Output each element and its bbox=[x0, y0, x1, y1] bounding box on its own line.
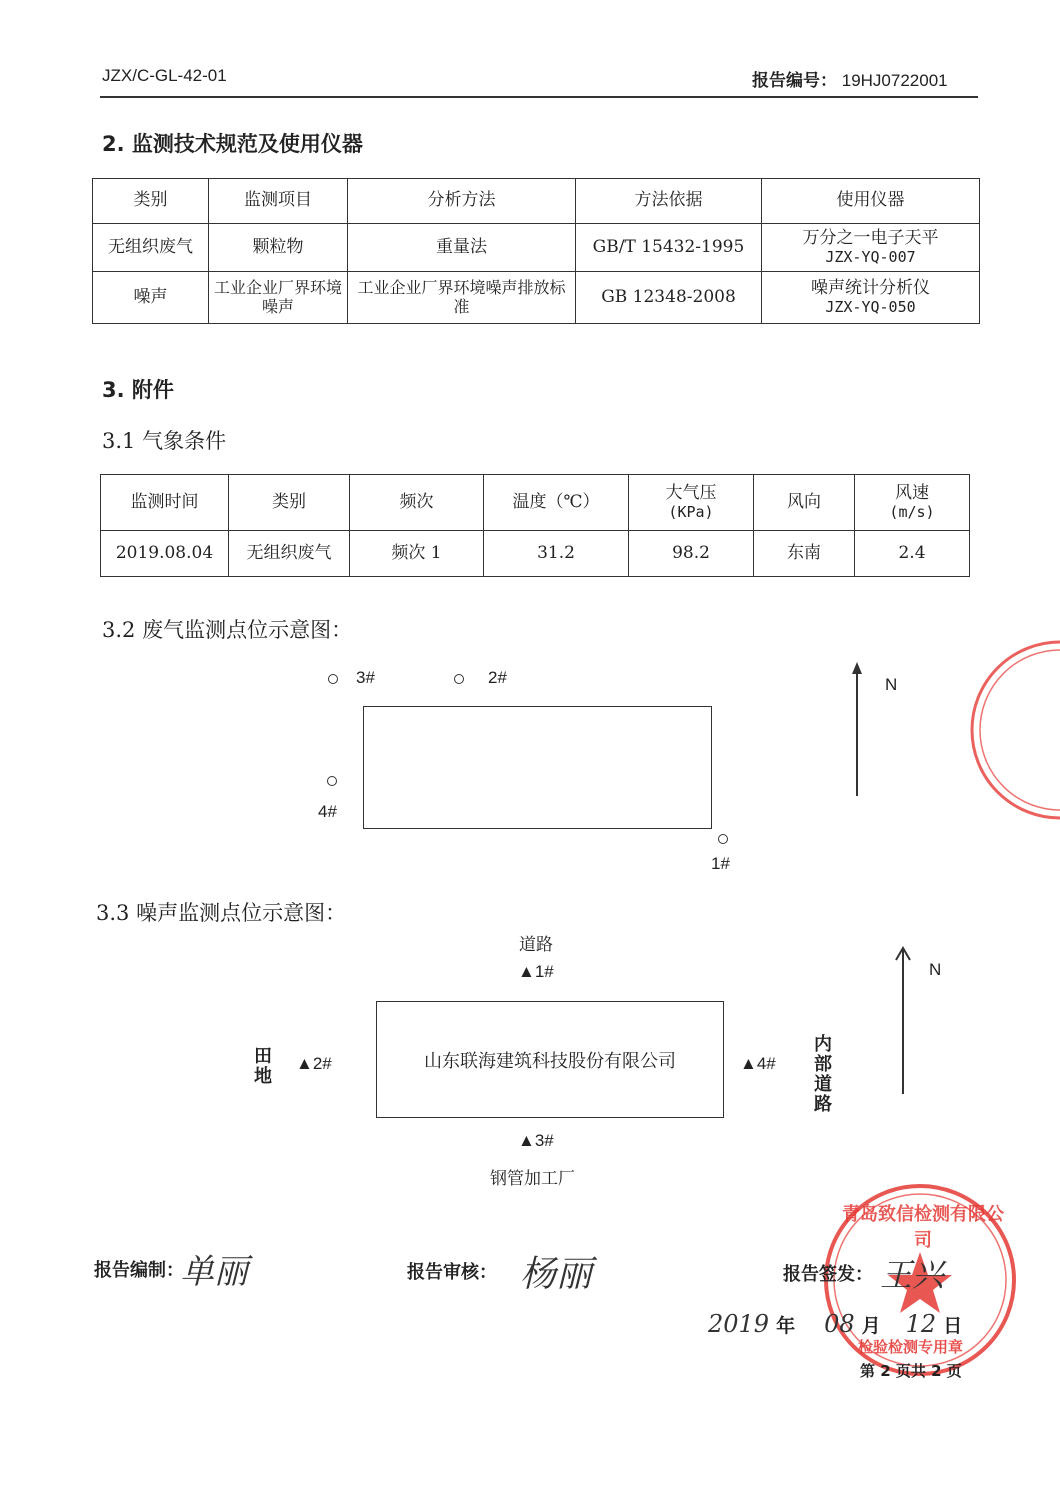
table-cell: 颗粒物 bbox=[209, 224, 348, 272]
weather-table bbox=[100, 474, 970, 577]
table-header-cell: 风向 bbox=[754, 475, 855, 531]
date-month: 08 bbox=[824, 1310, 855, 1338]
table-row bbox=[93, 224, 980, 272]
table-cell: 频次 1 bbox=[350, 531, 484, 577]
date-month-unit: 月 bbox=[861, 1315, 881, 1337]
header-line: 大气压 bbox=[665, 483, 717, 504]
table-header-cell: 方法依据 bbox=[576, 179, 762, 224]
table-cell: 无组织废气 bbox=[93, 224, 209, 272]
road-label: 道路 bbox=[519, 935, 553, 954]
instrument-id: JZX-YQ-007 bbox=[825, 247, 916, 266]
table-header-cell: 类别 bbox=[93, 179, 209, 224]
table-header-cell bbox=[855, 475, 970, 531]
doc-code: JZX/C-GL-42-01 bbox=[102, 66, 227, 85]
company-name: 山东联海建筑科技股份有限公司 bbox=[424, 1050, 676, 1071]
reviewer-label: 报告审核： bbox=[407, 1262, 497, 1283]
compiler-label: 报告编制： bbox=[94, 1260, 184, 1281]
table-cell: GB 12348-2008 bbox=[576, 272, 762, 324]
date-year-unit: 年 bbox=[776, 1315, 796, 1337]
table-cell: 31.2 bbox=[484, 531, 629, 577]
reviewer-signature: 杨丽 bbox=[520, 1254, 593, 1295]
report-number bbox=[752, 66, 948, 91]
noise-point-4: ▲4# bbox=[740, 1054, 776, 1073]
field-label: 田地 bbox=[251, 1046, 272, 1086]
table-cell: GB/T 15432-1995 bbox=[576, 224, 762, 272]
date-day-unit: 日 bbox=[943, 1315, 963, 1337]
methods-table-header bbox=[93, 179, 980, 224]
company-block bbox=[376, 1001, 724, 1118]
circle-marker-icon bbox=[328, 674, 338, 684]
weather-table-header bbox=[101, 475, 970, 531]
gas-map-title: 3.2 废气监测点位示意图： bbox=[102, 618, 353, 642]
table-header-cell: 监测项目 bbox=[209, 179, 348, 224]
table-header-cell: 监测时间 bbox=[101, 475, 229, 531]
table-row bbox=[93, 272, 980, 324]
instrument-name: 万分之一电子天平 bbox=[802, 228, 939, 249]
circle-marker-icon bbox=[454, 674, 464, 684]
header-divider bbox=[100, 96, 978, 98]
instrument-id: JZX-YQ-050 bbox=[825, 297, 916, 316]
point-label: 1# bbox=[711, 854, 730, 873]
issuer-signature: 王兴 bbox=[880, 1256, 945, 1294]
table-cell: 无组织废气 bbox=[229, 531, 350, 577]
table-cell: 98.2 bbox=[629, 531, 754, 577]
header-unit: (KPa) bbox=[668, 502, 714, 521]
table-cell-instrument bbox=[762, 224, 980, 272]
north-arrow-icon bbox=[848, 662, 868, 798]
table-header-cell: 使用仪器 bbox=[762, 179, 980, 224]
table-cell: 重量法 bbox=[348, 224, 576, 272]
table-cell: 2.4 bbox=[855, 531, 970, 577]
noise-point-2: ▲2# bbox=[296, 1054, 332, 1073]
north-label: N bbox=[929, 960, 942, 979]
table-cell: 东南 bbox=[754, 531, 855, 577]
table-cell: 2019.08.04 bbox=[101, 531, 229, 577]
header-line: 风速 bbox=[895, 483, 929, 504]
table-cell-instrument bbox=[762, 272, 980, 324]
table-header-cell bbox=[629, 475, 754, 531]
company-seal-partial bbox=[960, 640, 1060, 820]
noise-map-title: 3.3 噪声监测点位示意图： bbox=[96, 901, 347, 925]
report-number-value: 19HJ0722001 bbox=[841, 71, 948, 90]
report-number-label: 报告编号： bbox=[752, 71, 837, 90]
seal-text: 青岛致信检测有限公司 bbox=[842, 1204, 1004, 1251]
weather-title: 3.1 气象条件 bbox=[102, 429, 227, 453]
point-label: 4# bbox=[318, 802, 337, 821]
date-year: 2019 bbox=[708, 1310, 770, 1338]
date-day: 12 bbox=[905, 1310, 937, 1338]
circle-marker-icon bbox=[718, 834, 728, 844]
table-cell: 工业企业厂界环境噪声排放标准 bbox=[348, 272, 576, 324]
point-label: 3# bbox=[356, 668, 375, 687]
point-label: 2# bbox=[488, 668, 507, 687]
steel-pipe-factory-label: 钢管加工厂 bbox=[490, 1169, 575, 1188]
issue-date bbox=[708, 1310, 962, 1338]
section-3-title: 3. 附件 bbox=[102, 378, 174, 402]
issuer-label: 报告签发： bbox=[783, 1264, 873, 1285]
north-arrow-icon bbox=[893, 946, 915, 1096]
methods-table bbox=[92, 178, 980, 324]
table-header-cell: 频次 bbox=[350, 475, 484, 531]
table-header-cell: 温度（℃） bbox=[484, 475, 629, 531]
table-header-cell: 类别 bbox=[229, 475, 350, 531]
table-row bbox=[101, 531, 970, 577]
compiler-signature: 单丽 bbox=[180, 1252, 248, 1292]
noise-point-1: ▲1# bbox=[518, 962, 554, 981]
section-2-title: 2. 监测技术规范及使用仪器 bbox=[102, 132, 363, 156]
noise-point-3: ▲3# bbox=[518, 1131, 554, 1150]
table-cell: 噪声 bbox=[93, 272, 209, 324]
north-label: N bbox=[885, 675, 898, 694]
page-indicator: 第 2 页共 2 页 bbox=[860, 1362, 962, 1380]
circle-marker-icon bbox=[327, 776, 337, 786]
plant-boundary bbox=[363, 706, 712, 829]
seal-subtext: 检验检测专用章 bbox=[858, 1338, 964, 1356]
table-cell: 工业企业厂界环境噪声 bbox=[209, 272, 348, 324]
table-header-cell: 分析方法 bbox=[348, 179, 576, 224]
header-unit: (m/s) bbox=[889, 502, 935, 521]
instrument-name: 噪声统计分析仪 bbox=[811, 278, 930, 299]
internal-road-label: 内部道路 bbox=[811, 1034, 832, 1114]
